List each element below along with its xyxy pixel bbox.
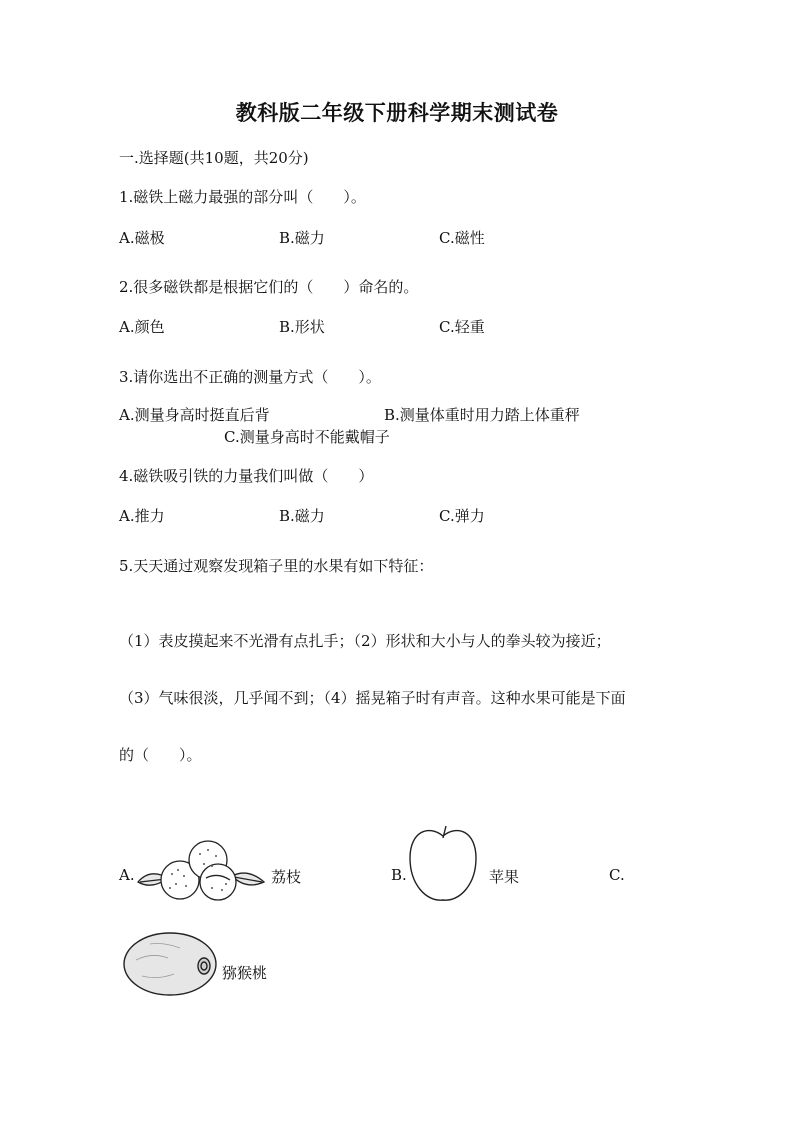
question-4: 4.磁铁吸引铁的力量我们叫做（ ） — [119, 467, 374, 485]
q3-option-a[interactable]: A.测量身高时挺直后背 — [119, 406, 270, 424]
q5-option-c[interactable]: C. — [609, 866, 625, 884]
lychee-icon — [136, 838, 266, 900]
kiwi-icon — [122, 930, 222, 998]
caption-kiwi: 猕猴桃 — [222, 964, 268, 982]
caption-lychee: 荔枝 — [271, 868, 302, 886]
section-heading: 一.选择题(共10题，共20分) — [119, 149, 309, 167]
question-5-line-3: 的（ ）。 — [119, 746, 202, 764]
question-2: 2.很多磁铁都是根据它们的（ ）命名的。 — [119, 278, 419, 296]
q1-option-a[interactable]: A.磁极 — [119, 229, 165, 247]
q3-option-b[interactable]: B.测量体重时用力踏上体重秤 — [384, 406, 580, 424]
page-title: 教科版二年级下册科学期末测试卷 — [235, 100, 559, 125]
question-1: 1.磁铁上磁力最强的部分叫（ ）。 — [119, 188, 366, 206]
q4-option-c[interactable]: C.弹力 — [439, 507, 485, 525]
q5-option-a[interactable]: A. — [119, 866, 135, 884]
q2-option-a[interactable]: A.颜色 — [119, 318, 165, 336]
question-5: 5.天天通过观察发现箱子里的水果有如下特征： — [119, 557, 434, 575]
q1-option-c[interactable]: C.磁性 — [439, 229, 485, 247]
q1-option-b[interactable]: B.磁力 — [279, 229, 325, 247]
q4-option-b[interactable]: B.磁力 — [279, 507, 325, 525]
apple-icon — [408, 822, 478, 904]
q3-option-c[interactable]: C.测量身高时不能戴帽子 — [224, 428, 390, 446]
question-5-line-2: （3）气味很淡，几乎闻不到；（4）摇晃箱子时有声音。这种水果可能是下面 — [119, 689, 626, 707]
q2-option-b[interactable]: B.形状 — [279, 318, 325, 336]
caption-apple: 苹果 — [489, 868, 520, 886]
question-5-line-1: （1）表皮摸起来不光滑有点扎手；（2）形状和大小与人的拳头较为接近； — [119, 632, 611, 650]
q2-option-c[interactable]: C.轻重 — [439, 318, 485, 336]
q5-option-b[interactable]: B. — [391, 866, 407, 884]
question-3: 3.请你选出不正确的测量方式（ ）。 — [119, 368, 381, 386]
q4-option-a[interactable]: A.推力 — [119, 507, 165, 525]
